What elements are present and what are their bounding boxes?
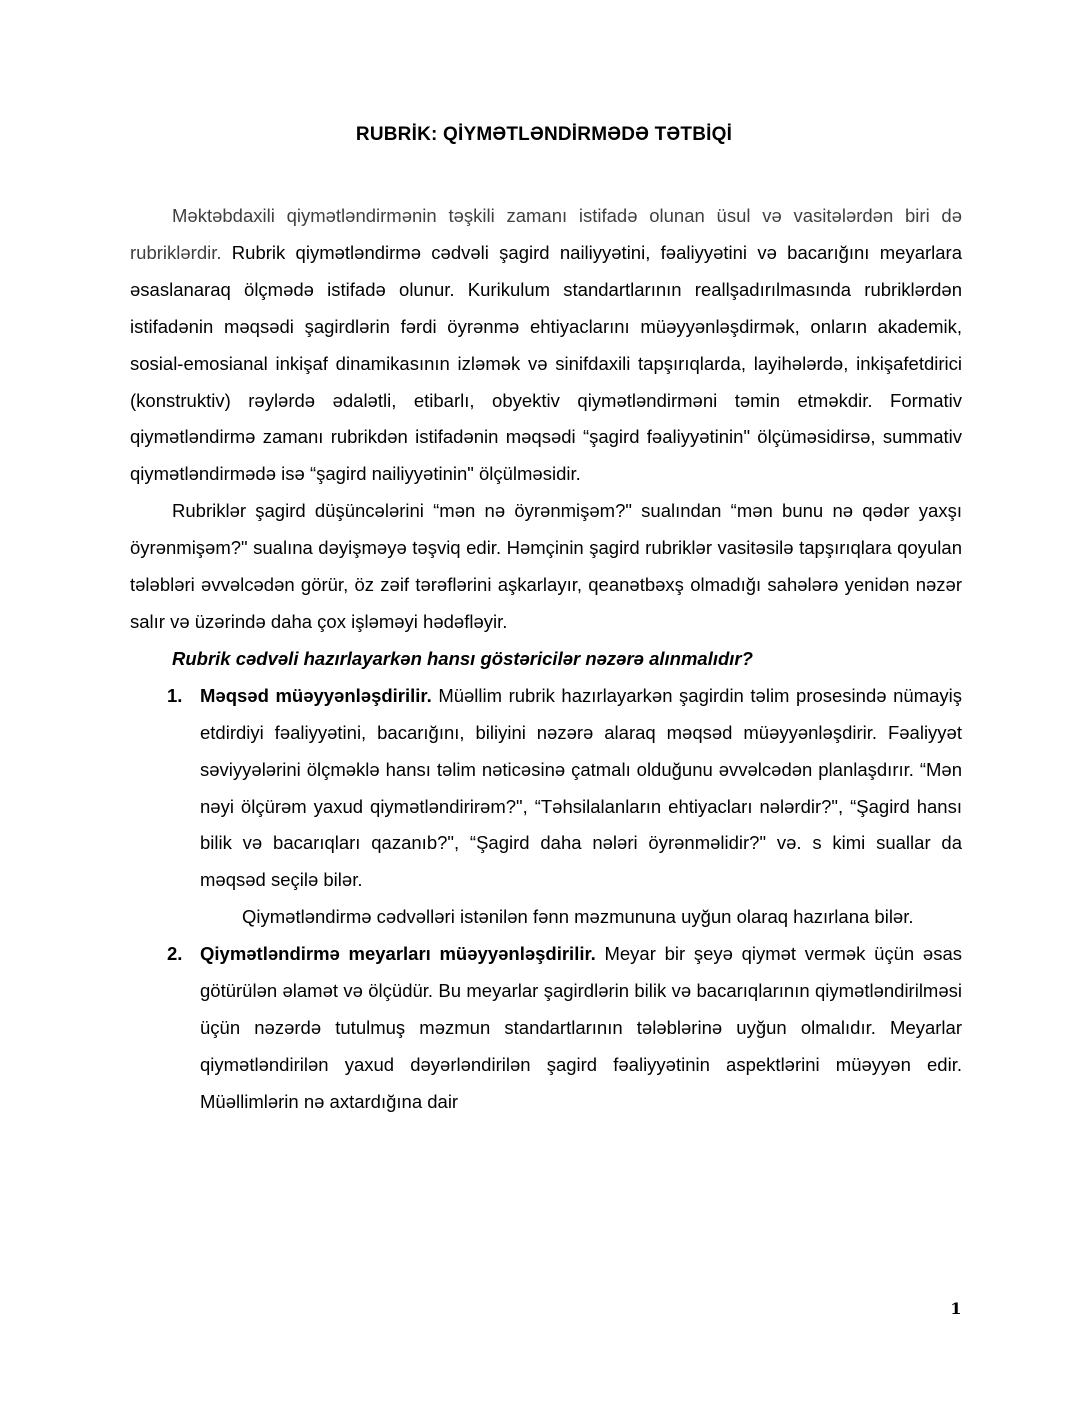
rubrics-paragraph: Rubriklər şagird düşüncələrini “mən nə öyrənmişəm?" sualından “mən bunu nə qədər yaxşı öyrənmişəm?" sualına dəyişməyə təşviq edir. Həmçinin şagird rubriklər vasitəsilə tapşırıqlara qoyulan tələbləri əvvəlcədən görür, öz zəif tərəflərini aşkarlayır, qeanətbəxş olmadığı sahələrə yenidən nəzər salır və üzərində daha çox işləməyi hədəfləyir. [130, 500, 962, 632]
list-item-text: Meyar bir şeyə qiymət vermək üçün əsas götürülən əlamət və ölçüdür. Bu meyarlar şagirdlərin bilik və bacarıqlarının qiymətləndirilməsi üçün nəzərdə tutulmuş məzmun standartlarının tələblərinə uyğun olmalıdır. Meyarlar qiymətləndirilən yaxud dəyərləndirilən şagird fəaliyyətinin aspektlərini müəyyən edir. Müəllimlərin nə axtardığına dair [200, 943, 962, 1112]
list-item-text: Müəllim rubrik hazırlayarkən şagirdin təlim prosesində nümayiş etdirdiyi fəaliyyətini, bacarığını, biliyini nəzərə alaraq məqsəd müəyyənləşdirir. Fəaliyyət səviyyələrini ölçməklə hansı təlim nəticəsinə çatmalı olduğunu əvvəlcədən planlaşdırır. “Mən nəyi ölçürəm yaxud qiymətləndirirəm?", “Təhsilalanların ehtiyacları nələrdir?", “Şagird hansı bilik və bacarıqları qazanıb?", “Şagird daha nələri öyrənməlidir?" və. s kimi suallar da məqsəd seçilə bilər. [200, 684, 962, 891]
list-item-number: 1. [167, 684, 183, 706]
indicator-list [130, 678, 962, 1121]
page-number: 1 [950, 1299, 962, 1318]
intro-paragraph [130, 198, 962, 493]
list-item-extra-paragraph: Qiymətləndirmə cədvəlləri istənilən fənn məzmununa uyğun olaraq hazırlana bilər. [242, 906, 914, 928]
document-title: RUBRİK: QİYMƏTLƏNDİRMƏDƏ TƏTBİQİ [355, 124, 733, 145]
list-item-heading: Məqsəd müəyyənləşdirilir. [200, 684, 432, 706]
document-body [130, 198, 962, 1121]
list-item-number: 2. [167, 943, 183, 965]
intro-rest-text: Rubrik qiymətləndirmə cədvəli şagird nailiyyətini, fəaliyyətini və bacarığını meyarlara əsaslanaraq ölçmədə istifadə olunur. Kurikulum standartlarının reallşadırılmasında rubriklərdən istifadənin məqsədi şagirdlərin fərdi öyrənmə ehtiyaclarını müəyyənləşdirmək, onların akademik, sosial-emosianal inkişaf dinamikasının izləmək və sinifdaxili tapşırıqlarda, layihələrdə, inkişafetdirici (konstruktiv) rəylərdə ədalətli, etibarlı, obyektiv qiymətləndirməni təmin etməkdir. Formativ qiymətləndirmə zamanı rubrikdən istifadənin məqsədi “şagird fəaliyyətinin" ölçüməsidirsə, summativ qiymətləndirmədə isə “şagird nailiyyətinin" ölçülməsidir. [130, 241, 962, 485]
section-question: Rubrik cədvəli hazırlayarkən hansı göstəricilər nəzərə alınmalıdır? [172, 647, 753, 669]
list-item [130, 678, 962, 936]
list-item-heading: Qiymətləndirmə meyarları müəyyənləşdirilir. [200, 943, 596, 965]
intro-lead-text: Məktəbdaxili qiymətləndirmənin təşkili zamanı istifadə olunan üsul və vasitələrdən biri də rubriklərdir. [130, 205, 962, 263]
list-item [130, 936, 962, 1121]
